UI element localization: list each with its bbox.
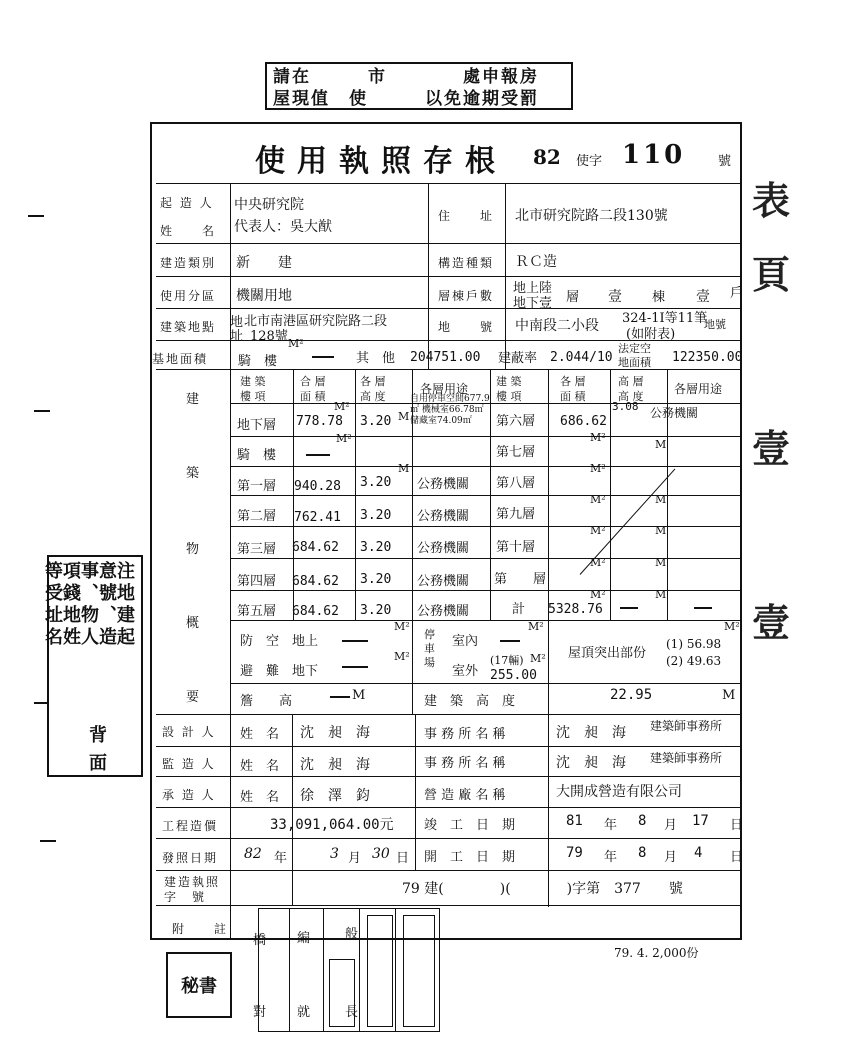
col-line [355,369,356,621]
unit-m2: M² [724,620,740,633]
dash-mark [342,640,368,642]
form-title: 使用執照存根 [255,144,507,179]
supervisor-name-label: 姓 名 [240,759,280,774]
contractor-label: 承 造 人 [162,788,216,802]
notice-line-1: 請在 市 處申報房 [273,67,539,87]
issue-date-label: 發照日期 [162,851,219,865]
floor-name: 第十層 [496,540,536,555]
margin-mark [40,840,56,842]
finish-date-label: 竣 工 日 期 [424,818,516,833]
coverage-value: 2.044/10 [550,350,613,365]
builder-address: 北市研究院路二段130號 [515,208,668,224]
th-col4: 各層用途 [420,382,469,396]
floor-use: 公務機關 [417,541,470,556]
legal-open-area: 122350.00 [672,350,743,365]
start-day: 4 [694,845,703,861]
side-label-yao: 要 [186,690,200,705]
ri-label: 日 [730,850,744,865]
ri-label: 日 [730,818,744,833]
stamp-label-b: 編 [297,931,311,946]
permit-no-value: 79 建( )( )字第 377 號 [402,881,683,897]
cost-value: 33,091,064.00元 [270,817,394,833]
floor-name: 騎 樓 [237,448,277,463]
unit-m2: M² [590,556,606,569]
yue-label: 月 [664,850,678,865]
side-label-gai: 概 [186,616,200,631]
other-label: 其 他 [356,351,396,366]
structure-label: 構造種類 [438,256,495,270]
unit-m: M [655,493,667,506]
designer-office-suffix: 建築師事務所 [650,719,723,733]
col-line [415,714,416,870]
floor-height: 3.20 [360,475,392,490]
start-date-label: 開 工 日 期 [424,850,516,865]
hu-label: 戶 [730,286,744,301]
th-col5a: 建 築 [496,375,522,388]
side-label-zhu: 築 [186,466,200,481]
unit-m2: M² [528,620,544,633]
start-year: 79 [566,845,583,861]
unit-m: M [398,462,410,475]
floor-name: 第七層 [496,445,536,460]
floor-use: 公務機關 [650,406,699,420]
dash-mark [500,640,520,642]
approval-seal-stamp [403,915,435,1027]
floor-area: 684.62 [292,574,339,589]
right-margin-mark-b: 頁 [752,252,791,297]
contractor-company-label: 營 造 廠 名 稱 [424,788,506,803]
site-zhi: 址 [230,329,244,344]
col-line [230,183,231,940]
approval-seal-stamp [367,915,393,1027]
supervisor-office: 沈 昶 海 [556,755,626,771]
supervisor-label: 監 造 人 [162,757,216,771]
th-col2b: 面 積 [300,390,326,403]
floor-name: 第三層 [237,542,277,557]
floors-below: 地下壹 [513,296,553,311]
floor-name: 第八層 [496,476,536,491]
th-col5b: 樓 項 [496,390,522,403]
row-line [156,838,742,839]
side-note-col: 事、物人 [78,561,99,649]
margin-mark [34,410,50,412]
dash-mark [312,356,334,358]
side-note-col: 項錢地姓 [60,561,81,649]
unit-m2: M² [394,620,410,633]
total-area: 5328.76 [548,602,603,617]
parking-indoor-label: 室內 [452,634,479,649]
side-label-jian: 建 [186,392,200,407]
row-line [156,276,742,277]
builder-label: 起 造 人 [160,196,214,210]
row-line [156,243,742,244]
dash-mark [330,696,350,698]
roof-protrusion-label: 屋頂突出部份 [568,646,647,661]
nian-label: 年 [604,818,618,833]
side-note [42,555,143,777]
floor-area: 778.78 [296,414,343,429]
finish-year: 81 [566,813,583,829]
arcade-label: 騎 樓 [238,354,278,369]
finish-day: 17 [692,813,709,829]
unit-m2: M² [590,431,606,444]
yue-label: 月 [664,818,678,833]
floor-area: 684.62 [292,604,339,619]
supervisor-office-suffix: 建築師事務所 [650,751,723,765]
notice-line-2: 屋現值 使 以免逾期受罰 [273,89,539,109]
shelter-label: 防 空 [240,634,280,649]
col-line [289,909,290,1031]
side-note-col: 意號、造 [96,561,117,649]
floor-use: 公務機關 [417,477,470,492]
dash-mark [306,454,330,456]
lot-attached: (如附表) [626,327,676,342]
site-address-1: 北市南港區研究院路二段 [244,314,388,329]
zoning-value: 機關用地 [236,288,292,304]
stamp-label-e: 就 [297,1005,311,1020]
floor-name: 第 層 [494,572,547,587]
permit-number: 110 [622,140,686,170]
notice-box [265,62,573,110]
row-line [230,466,742,467]
issue-year: 82 [244,846,262,862]
floor-name: 地下層 [237,418,277,433]
th-col1b: 樓 項 [240,390,266,403]
shelter-below: 地下 [292,664,319,679]
arcade-unit: M² [288,337,304,350]
lot-label: 地 號 [438,320,495,334]
designer-name-label: 姓 名 [240,727,280,742]
build-type-label: 建造類別 [160,256,217,270]
col-line [610,369,611,621]
row-line [156,776,742,777]
unit-m: M [655,524,667,537]
floor-use: 公務機關 [417,509,470,524]
row-line [230,620,742,621]
site-address-2: 128號 [250,329,288,344]
unit-m: M [398,410,410,423]
floor-use: 公務機關 [417,604,470,619]
col-line [505,183,506,369]
parking-count: (17輛) [490,654,524,667]
remarks-label: 附 註 [172,922,229,936]
col-line [323,909,324,1031]
roof-protrusion-2: (2) 49.63 [666,654,722,668]
permit-no-label-2: 字 號 [164,890,207,904]
unit-m2: M² [590,493,606,506]
right-margin-mark-a: 表 [752,178,791,223]
row-line [156,807,742,808]
floor-height: 3.08 [612,400,639,413]
dong-label: 棟 [652,290,666,305]
finish-month: 8 [638,813,647,829]
side-label-wu: 物 [186,542,200,557]
dash-mark [342,666,368,668]
building-height-value: 22.95 [610,687,653,703]
col-line [428,183,429,369]
floor-area: 762.41 [294,510,341,525]
th-col6a: 各 層 [560,375,586,388]
supervisor-office-label: 事 務 所 名 稱 [424,756,506,771]
row-line [156,746,742,747]
cost-label: 工程造價 [162,819,219,833]
floors-units-label: 層棟戶數 [438,289,495,303]
contractor-company: 大開成營造有限公司 [556,784,682,800]
permit-hao-label: 號 [718,154,732,169]
floor-area: 686.62 [560,414,607,429]
stamp-label-d: 對 [253,1005,267,1020]
parking-outdoor-area: 255.00 [490,668,537,683]
unit-m2: M² [334,400,350,413]
floor-height: 3.20 [360,572,392,587]
floor-area: 684.62 [292,540,339,555]
start-month: 8 [638,845,647,861]
stamp-label-f: 長 [345,1005,359,1020]
th-col3b: 高 度 [360,390,386,403]
zoning-label: 使用分區 [160,289,217,303]
designer-name: 沈 昶 海 [300,725,370,741]
floor-name: 第四層 [237,574,277,589]
stamp-label-c: 般 [345,927,359,942]
floor-name: 第六層 [496,414,536,429]
eaves-label: 簷 高 [240,694,293,709]
th-col8: 各層用途 [674,382,723,396]
lot-numbers: 324-1I等11筆 [622,311,708,326]
floor-height: 3.20 [360,540,392,555]
row-line [156,905,742,906]
th-col1a: 建 築 [240,375,266,388]
legal-open-label-1: 法定空 [618,342,651,355]
th-col6b: 面 積 [560,390,586,403]
issue-month: 3 [330,846,339,862]
th-col7b: 高 度 [618,390,644,403]
row-line [230,683,742,684]
margin-mark [28,215,44,217]
structure-value: ＲＣ造 [515,254,557,270]
lot-end-label: 地號 [704,318,726,331]
right-margin-mark-d: 壹 [752,600,791,645]
builder-name-label: 姓 名 [160,224,217,238]
col-line [548,369,549,907]
designer-office: 沈 昶 海 [556,725,626,741]
issue-day: 30 [372,846,390,862]
other-area-value: 204751.00 [410,350,481,365]
floor-name: 第一層 [237,479,277,494]
ceng-label: 層 [566,290,580,305]
row-line [156,183,742,184]
designer-office-label: 事 務 所 名 稱 [424,727,506,742]
col-line [292,714,293,906]
floor-use: 自用停車空間677.9㎡ 機械室66.78㎡ 儲藏室74.09㎡ [410,394,490,426]
row-line [156,369,742,370]
side-note-back-2: 面 [89,753,107,774]
floor-name: 計 [512,602,526,617]
floor-name: 第五層 [237,604,277,619]
approval-stamps [253,908,440,1032]
shelter-above: 地上 [292,634,319,649]
margin-mark [34,702,48,704]
supervisor-name: 沈 昶 海 [300,757,370,773]
unit-m2: M² [590,524,606,537]
print-run: 79. 4. 2,000份 [614,946,699,960]
floor-height: 3.20 [360,508,392,523]
builder-representative: 代表人：吳大猷 [234,219,332,235]
floor-height: 3.20 [360,603,392,618]
floor-height: 3.20 [360,414,392,429]
side-note-col: 等受址名 [42,561,63,649]
build-type-value: 新 建 [236,255,292,271]
unit-m: M [655,438,667,451]
builder-name: 中央研究院 [234,197,304,213]
unit-m2: M² [336,432,352,445]
th-col3a: 各 層 [360,375,386,388]
building-height-label: 建 築 高 度 [424,694,516,709]
permit-year: 82 [533,145,561,169]
unit-m: M [655,588,667,601]
right-margin-mark-c: 壹 [752,426,791,471]
unit-m2: M² [590,588,606,601]
permit-no-label-1: 建造執照 [164,875,221,889]
dash-mark [620,607,638,609]
unit-m2: M² [590,462,606,475]
unit-m2: M² [394,650,410,663]
site-label: 建築地點 [160,320,217,334]
side-note-back-1: 背 [89,725,107,746]
floor-name: 第二層 [237,509,277,524]
nian-label: 年 [604,850,618,865]
side-note-col: 注地建起 [114,561,135,649]
floor-area: 940.28 [294,479,341,494]
site-area-label: 基地面積 [152,352,209,366]
site-di: 地 [230,315,244,330]
col-line [395,909,396,1031]
floors-above: 地上陸 [513,281,553,296]
dash-mark [694,607,712,609]
roof-protrusion-1: (1) 56.98 [666,637,722,651]
nian-label: 年 [274,851,288,866]
evac-label: 避 難 [240,664,280,679]
building-height-unit: M [722,688,736,703]
parking-outdoor-label: 室外 [452,664,479,679]
row-line [156,870,742,871]
address-label: 住 址 [438,209,495,223]
permit-zi-label: 使字 [576,154,603,169]
row-line [156,714,742,715]
designer-label: 設 計 人 [162,725,216,739]
contractor-name: 徐 澤 鈞 [300,788,370,804]
hu-value: 壹 [696,289,710,305]
parking-label: 停車場 [424,628,435,669]
approval-seal-stamp [329,959,355,1027]
unit-m: M [655,556,667,569]
coverage-label: 建蔽率 [498,351,538,366]
yue-label: 月 [348,851,362,866]
eaves-unit: M [352,688,366,703]
stamp-label-a: 橋 [253,933,267,948]
col-line [490,369,491,621]
lot-section: 中南段二小段 [515,318,599,334]
contractor-name-label: 姓 名 [240,790,280,805]
dong-value: 壹 [608,289,622,305]
ri-label: 日 [396,851,410,866]
th-col7a: 高 層 [618,375,644,388]
official-seal: 秘書 [166,952,232,1018]
unit-m2: M² [530,652,546,665]
th-col2a: 合 層 [300,375,326,388]
floor-name: 第九層 [496,507,536,522]
floor-use: 公務機關 [417,574,470,589]
legal-open-label-2: 地面積 [618,356,651,369]
col-line [359,909,360,1031]
row-line [230,436,742,437]
